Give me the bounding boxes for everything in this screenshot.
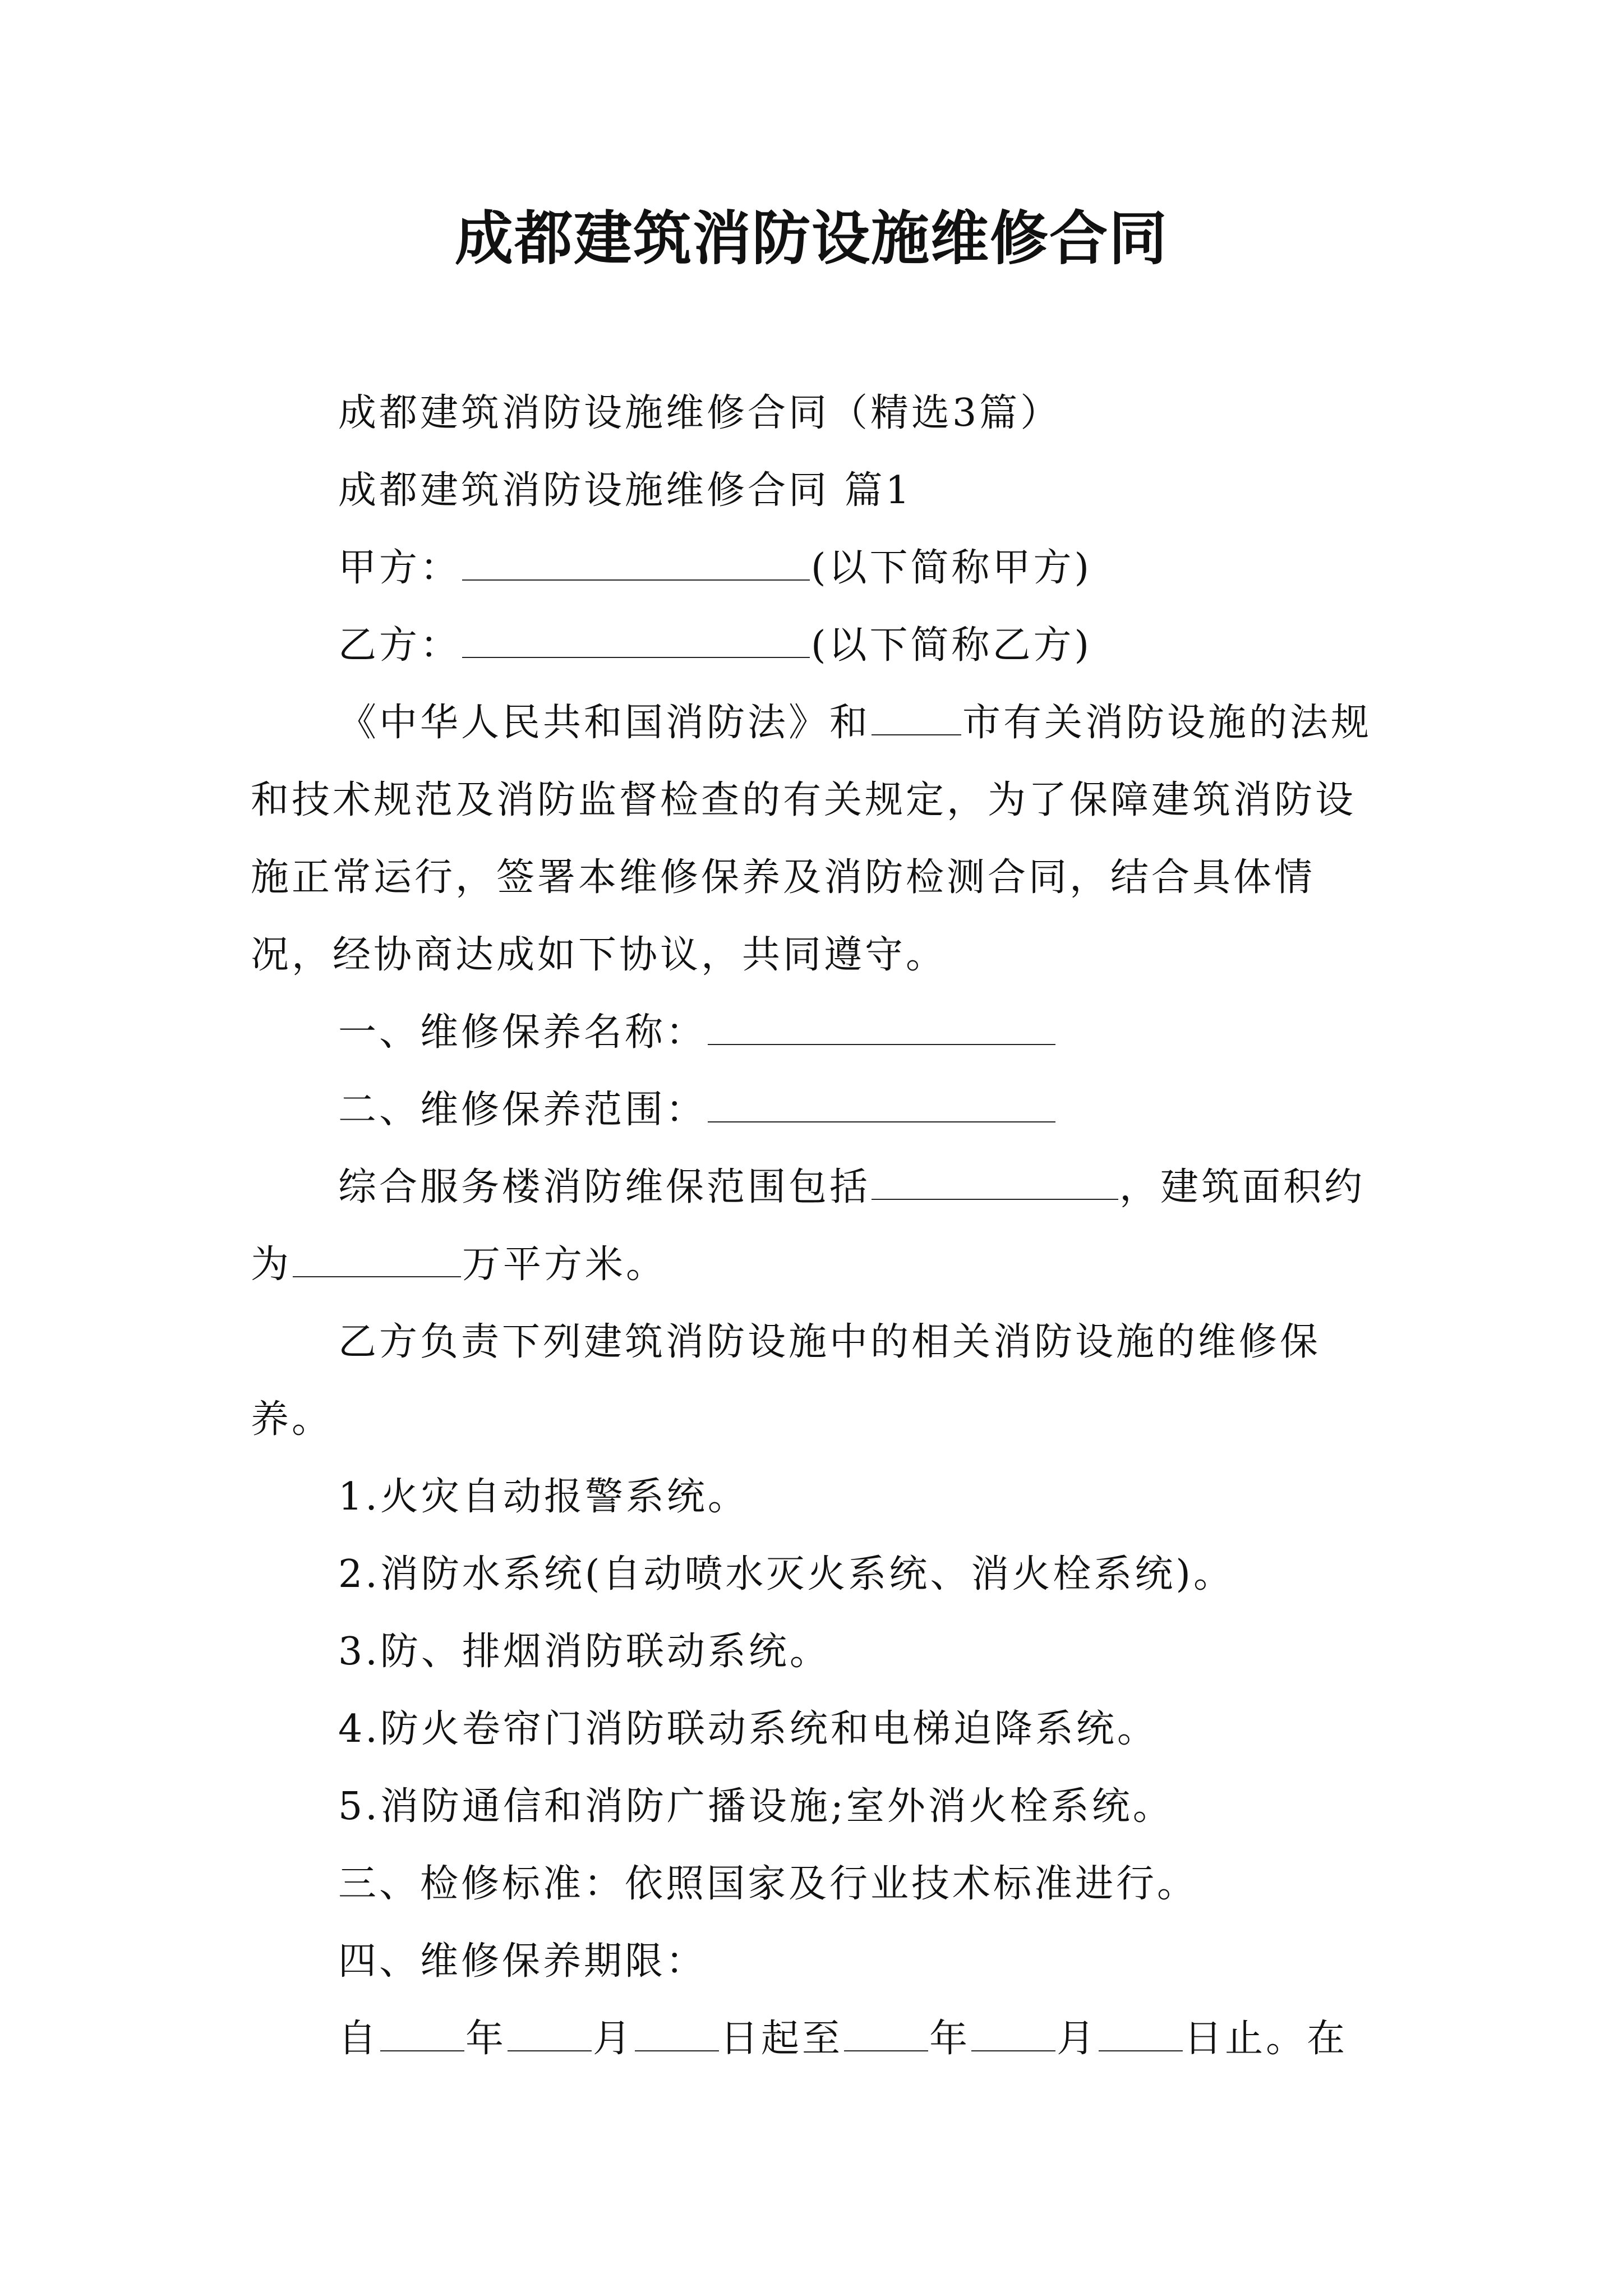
end-year-blank	[844, 2018, 928, 2051]
document-title: 成都建筑消防设施维修合同	[454, 204, 1168, 273]
end-day-blank	[1099, 2018, 1183, 2051]
period-day-to: 日止。在	[1184, 2017, 1348, 2061]
party-a-note: (以下简称甲方)	[811, 546, 1092, 590]
start-day-blank	[635, 2018, 719, 2051]
part-heading: 成都建筑消防设施维修合同 篇1	[338, 468, 912, 513]
intro-text-1: 《中华人民共和国消防法》和	[338, 701, 871, 745]
scope-paragraph	[251, 1149, 1372, 1304]
list-item: 1.火灾自动报警系统。	[338, 1475, 749, 1519]
start-month-blank	[508, 2018, 592, 2051]
maintenance-scope-blank	[708, 1089, 1055, 1122]
document-body	[251, 375, 1372, 2078]
intro-paragraph	[251, 684, 1372, 994]
party-b-label: 乙方：	[338, 623, 462, 668]
maintenance-name-blank	[708, 1011, 1055, 1045]
scope-blank	[872, 1166, 1118, 1200]
period-day-from: 日起至	[720, 2017, 843, 2061]
party-a-blank	[462, 547, 810, 581]
end-month-blank	[971, 2018, 1055, 2051]
period-month-1: 月	[593, 2017, 634, 2061]
period-year-2: 年	[929, 2017, 971, 2061]
list-item: 2.消防水系统(自动喷水灭火系统、消火栓系统)。	[338, 1552, 1234, 1596]
list-item: 3.防、排烟消防联动系统。	[338, 1630, 831, 1674]
scope-text-3: 万平方米。	[462, 1243, 667, 1287]
party-b-note: (以下简称乙方)	[811, 623, 1092, 668]
party-a-label: 甲方：	[338, 546, 462, 590]
intro-text-2: 市有关消防设施的法规和技术规范及消防监督检查的有关规定，为了保障建筑消防设施正常运行，签署本维修保养及消防检测合同，结合具体情况，经协商达成如下协议，共同遵守。	[251, 701, 1372, 977]
party-b-blank	[462, 624, 810, 658]
scope-text-2: ，建筑面积约为	[251, 1165, 1366, 1287]
list-item: 4.防火卷帘门消防联动系统和电梯迫降系统。	[338, 1707, 1158, 1751]
area-blank	[293, 1244, 461, 1277]
section-1-line	[251, 994, 1372, 1071]
list-item: 5.消防通信和消防广播设施;室外消火栓系统。	[338, 1784, 1174, 1829]
responsibility-paragraph: 乙方负责下列建筑消防设施中的相关消防设施的维修保养。	[251, 1320, 1321, 1442]
section-3-line: 三、检修标准：依照国家及行业技术标准进行。	[338, 1862, 1198, 1906]
party-b-line	[251, 607, 1372, 684]
scope-text-1: 综合服务楼消防维保范围包括	[338, 1165, 871, 1209]
section-2-line	[251, 1071, 1372, 1149]
start-year-blank	[380, 2018, 464, 2051]
subtitle: 成都建筑消防设施维修合同（精选3篇）	[338, 391, 1062, 435]
period-month-2: 月	[1057, 2017, 1098, 2061]
period-from: 自	[338, 2017, 380, 2061]
city-blank	[872, 702, 961, 735]
period-year-1: 年	[465, 2017, 507, 2061]
period-line	[251, 2000, 1372, 2078]
section-2-label: 二、维修保养范围：	[338, 1088, 707, 1132]
section-4-line: 四、维修保养期限：	[338, 1939, 707, 1984]
section-1-label: 一、维修保养名称：	[338, 1010, 707, 1055]
party-a-line	[251, 530, 1372, 607]
